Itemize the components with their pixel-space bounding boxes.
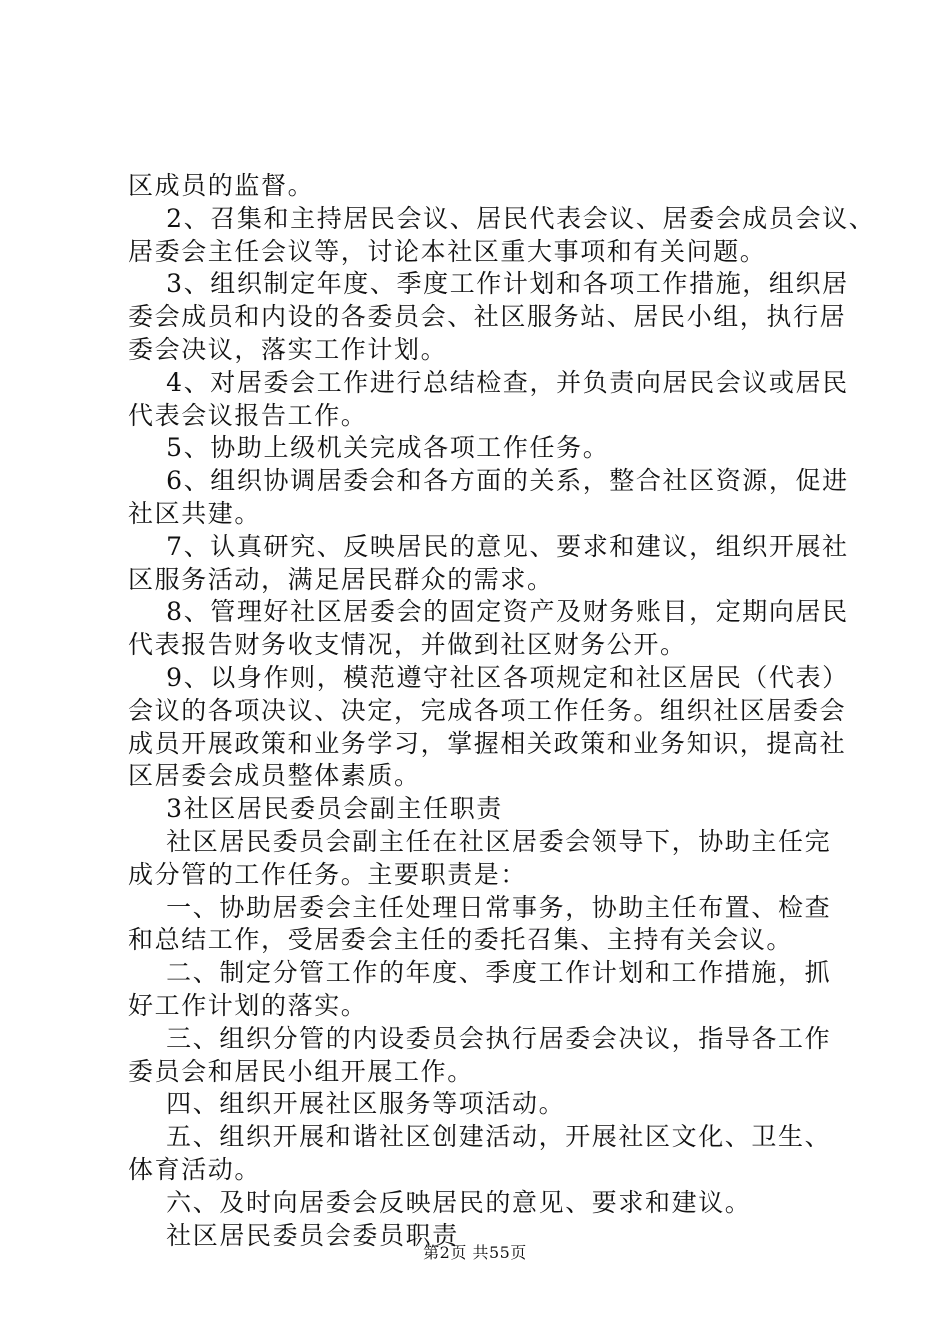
text-line: 社区居民委员会委员职责	[128, 1220, 459, 1250]
text-line: 体育活动。	[128, 1154, 262, 1184]
text-line: 好工作计划的落实。	[128, 990, 368, 1020]
text-line: 四、组织开展社区服务等项活动。	[128, 1089, 566, 1119]
text-line: 区服务活动，满足居民群众的需求。	[128, 564, 554, 594]
text-line: 委员会和居民小组开展工作。	[128, 1056, 474, 1086]
text-line: 6、组织协调居委会和各方面的关系，整合社区资源，促进	[128, 466, 849, 496]
text-line: 成分管的工作任务。主要职责是：	[128, 859, 528, 889]
text-line: 区成员的监督。	[128, 171, 315, 200]
text-line: 三、组织分管的内设委员会执行居委会决议，指导各工作	[128, 1023, 832, 1053]
text-line: 六、及时向居委会反映居民的意见、要求和建议。	[128, 1187, 752, 1217]
text-line: 7、认真研究、反映居民的意见、要求和建议，组织开展社	[128, 531, 849, 561]
text-line: 8、管理好社区居委会的固定资产及财务账目，定期向居民	[128, 597, 849, 627]
text-line: 代表报告财务收支情况，并做到社区财务公开。	[128, 630, 687, 660]
text-line: 5、协助上级机关完成各项工作任务。	[128, 433, 610, 463]
text-line: 社区居民委员会副主任在社区居委会领导下，协助主任完	[128, 826, 832, 856]
text-line: 成员开展政策和业务学习，掌握相关政策和业务知识，提高社	[128, 728, 847, 758]
text-line: 9、以身作则，模范遵守社区各项规定和社区居民（代表）	[128, 662, 849, 692]
text-line: 会议的各项决议、决定，完成各项工作任务。组织社区居委会	[128, 695, 847, 725]
text-line: 五、组织开展和谐社区创建活动，开展社区文化、卫生、	[128, 1122, 832, 1152]
text-line: 一、协助居委会主任处理日常事务，协助主任布置、检查	[128, 892, 832, 922]
text-line: 居委会主任会议等，讨论本社区重大事项和有关问题。	[128, 236, 767, 266]
text-line: 3、组织制定年度、季度工作计划和各项工作措施，组织居	[128, 269, 849, 299]
text-line: 二、制定分管工作的年度、季度工作计划和工作措施，抓	[128, 958, 832, 988]
page-footer: 第2页 共55页	[423, 1243, 527, 1262]
text-line: 3社区居民委员会副主任职责	[128, 794, 503, 824]
text-line: 4、对居委会工作进行总结检查，并负责向居民会议或居民	[128, 367, 849, 397]
text-line: 区居委会成员整体素质。	[128, 761, 421, 791]
text-line: 委会成员和内设的各委员会、社区服务站、居民小组，执行居	[128, 302, 847, 332]
text-line: 社区共建。	[128, 498, 262, 528]
document-body	[128, 170, 876, 1252]
text-line: 2、召集和主持居民会议、居民代表会议、居委会成员会议、	[128, 203, 876, 233]
text-line: 委会决议，落实工作计划。	[128, 334, 448, 364]
text-line: 代表会议报告工作。	[128, 400, 368, 430]
text-line: 和总结工作，受居委会主任的委托召集、主持有关会议。	[128, 925, 794, 955]
